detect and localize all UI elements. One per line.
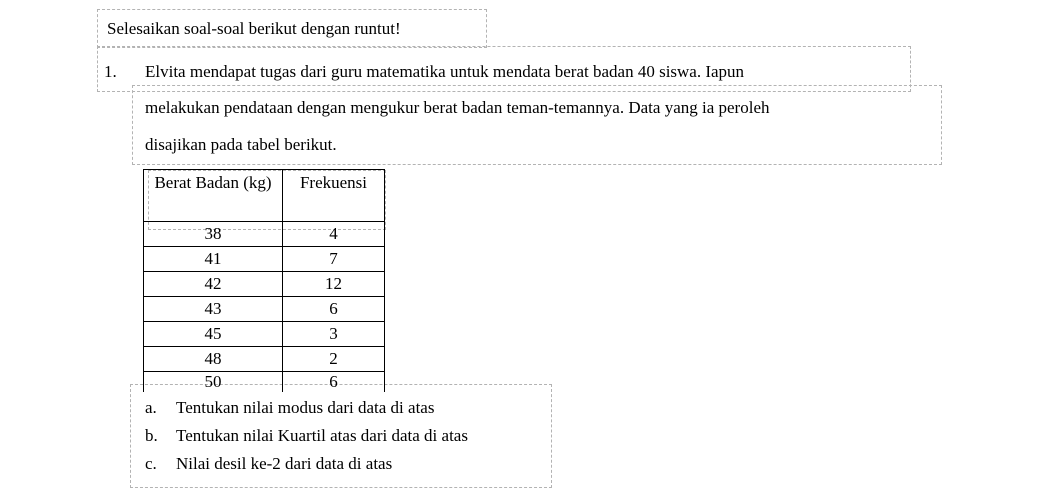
- subquestion-c: [145, 454, 392, 474]
- question-line-3: disajikan pada tabel berikut.: [145, 135, 337, 154]
- table-row: [144, 372, 385, 393]
- table-row: [144, 322, 385, 347]
- subquestion-label: a.: [145, 398, 157, 417]
- frequency-cell: 4: [283, 222, 385, 247]
- table-row: [144, 222, 385, 247]
- subquestion-b: [145, 426, 468, 446]
- weight-cell: 41: [144, 247, 283, 272]
- subquestion-text: Nilai desil ke-2 dari data di atas: [176, 454, 393, 473]
- question-line-2: melakukan pendataan dengan mengukur berat badan teman-temannya. Data yang ia peroleh: [145, 98, 770, 117]
- frequency-cell: 12: [283, 272, 385, 297]
- weight-cell: 38: [144, 222, 283, 247]
- table-header-row: [144, 170, 385, 222]
- frequency-cell: 7: [283, 247, 385, 272]
- table-row: [144, 247, 385, 272]
- frequency-cell: 6: [283, 372, 385, 393]
- weight-cell: 42: [144, 272, 283, 297]
- weight-cell: 43: [144, 297, 283, 322]
- weight-frequency-table: [143, 169, 385, 392]
- subquestion-label: c.: [145, 454, 157, 473]
- instruction-text: Selesaikan soal-soal berikut dengan runtut!: [107, 19, 401, 38]
- question-line-1: Elvita mendapat tugas dari guru matematika untuk mendata berat badan 40 siswa. Iapun: [145, 62, 745, 81]
- subquestion-text: Tentukan nilai Kuartil atas dari data di atas: [176, 426, 468, 445]
- frequency-cell: 3: [283, 322, 385, 347]
- header-frequency: Frekuensi: [283, 170, 385, 222]
- table-row: [144, 347, 385, 372]
- weight-cell: 50: [144, 372, 283, 393]
- table-row: [144, 297, 385, 322]
- weight-cell: 45: [144, 322, 283, 347]
- question-number: 1.: [104, 62, 117, 81]
- subquestion-text: Tentukan nilai modus dari data di atas: [176, 398, 435, 417]
- subquestion-a: [145, 398, 434, 418]
- subquestion-label: b.: [145, 426, 158, 445]
- frequency-cell: 6: [283, 297, 385, 322]
- table-row: [144, 272, 385, 297]
- weight-cell: 48: [144, 347, 283, 372]
- frequency-cell: 2: [283, 347, 385, 372]
- header-weight: Berat Badan (kg): [144, 170, 283, 222]
